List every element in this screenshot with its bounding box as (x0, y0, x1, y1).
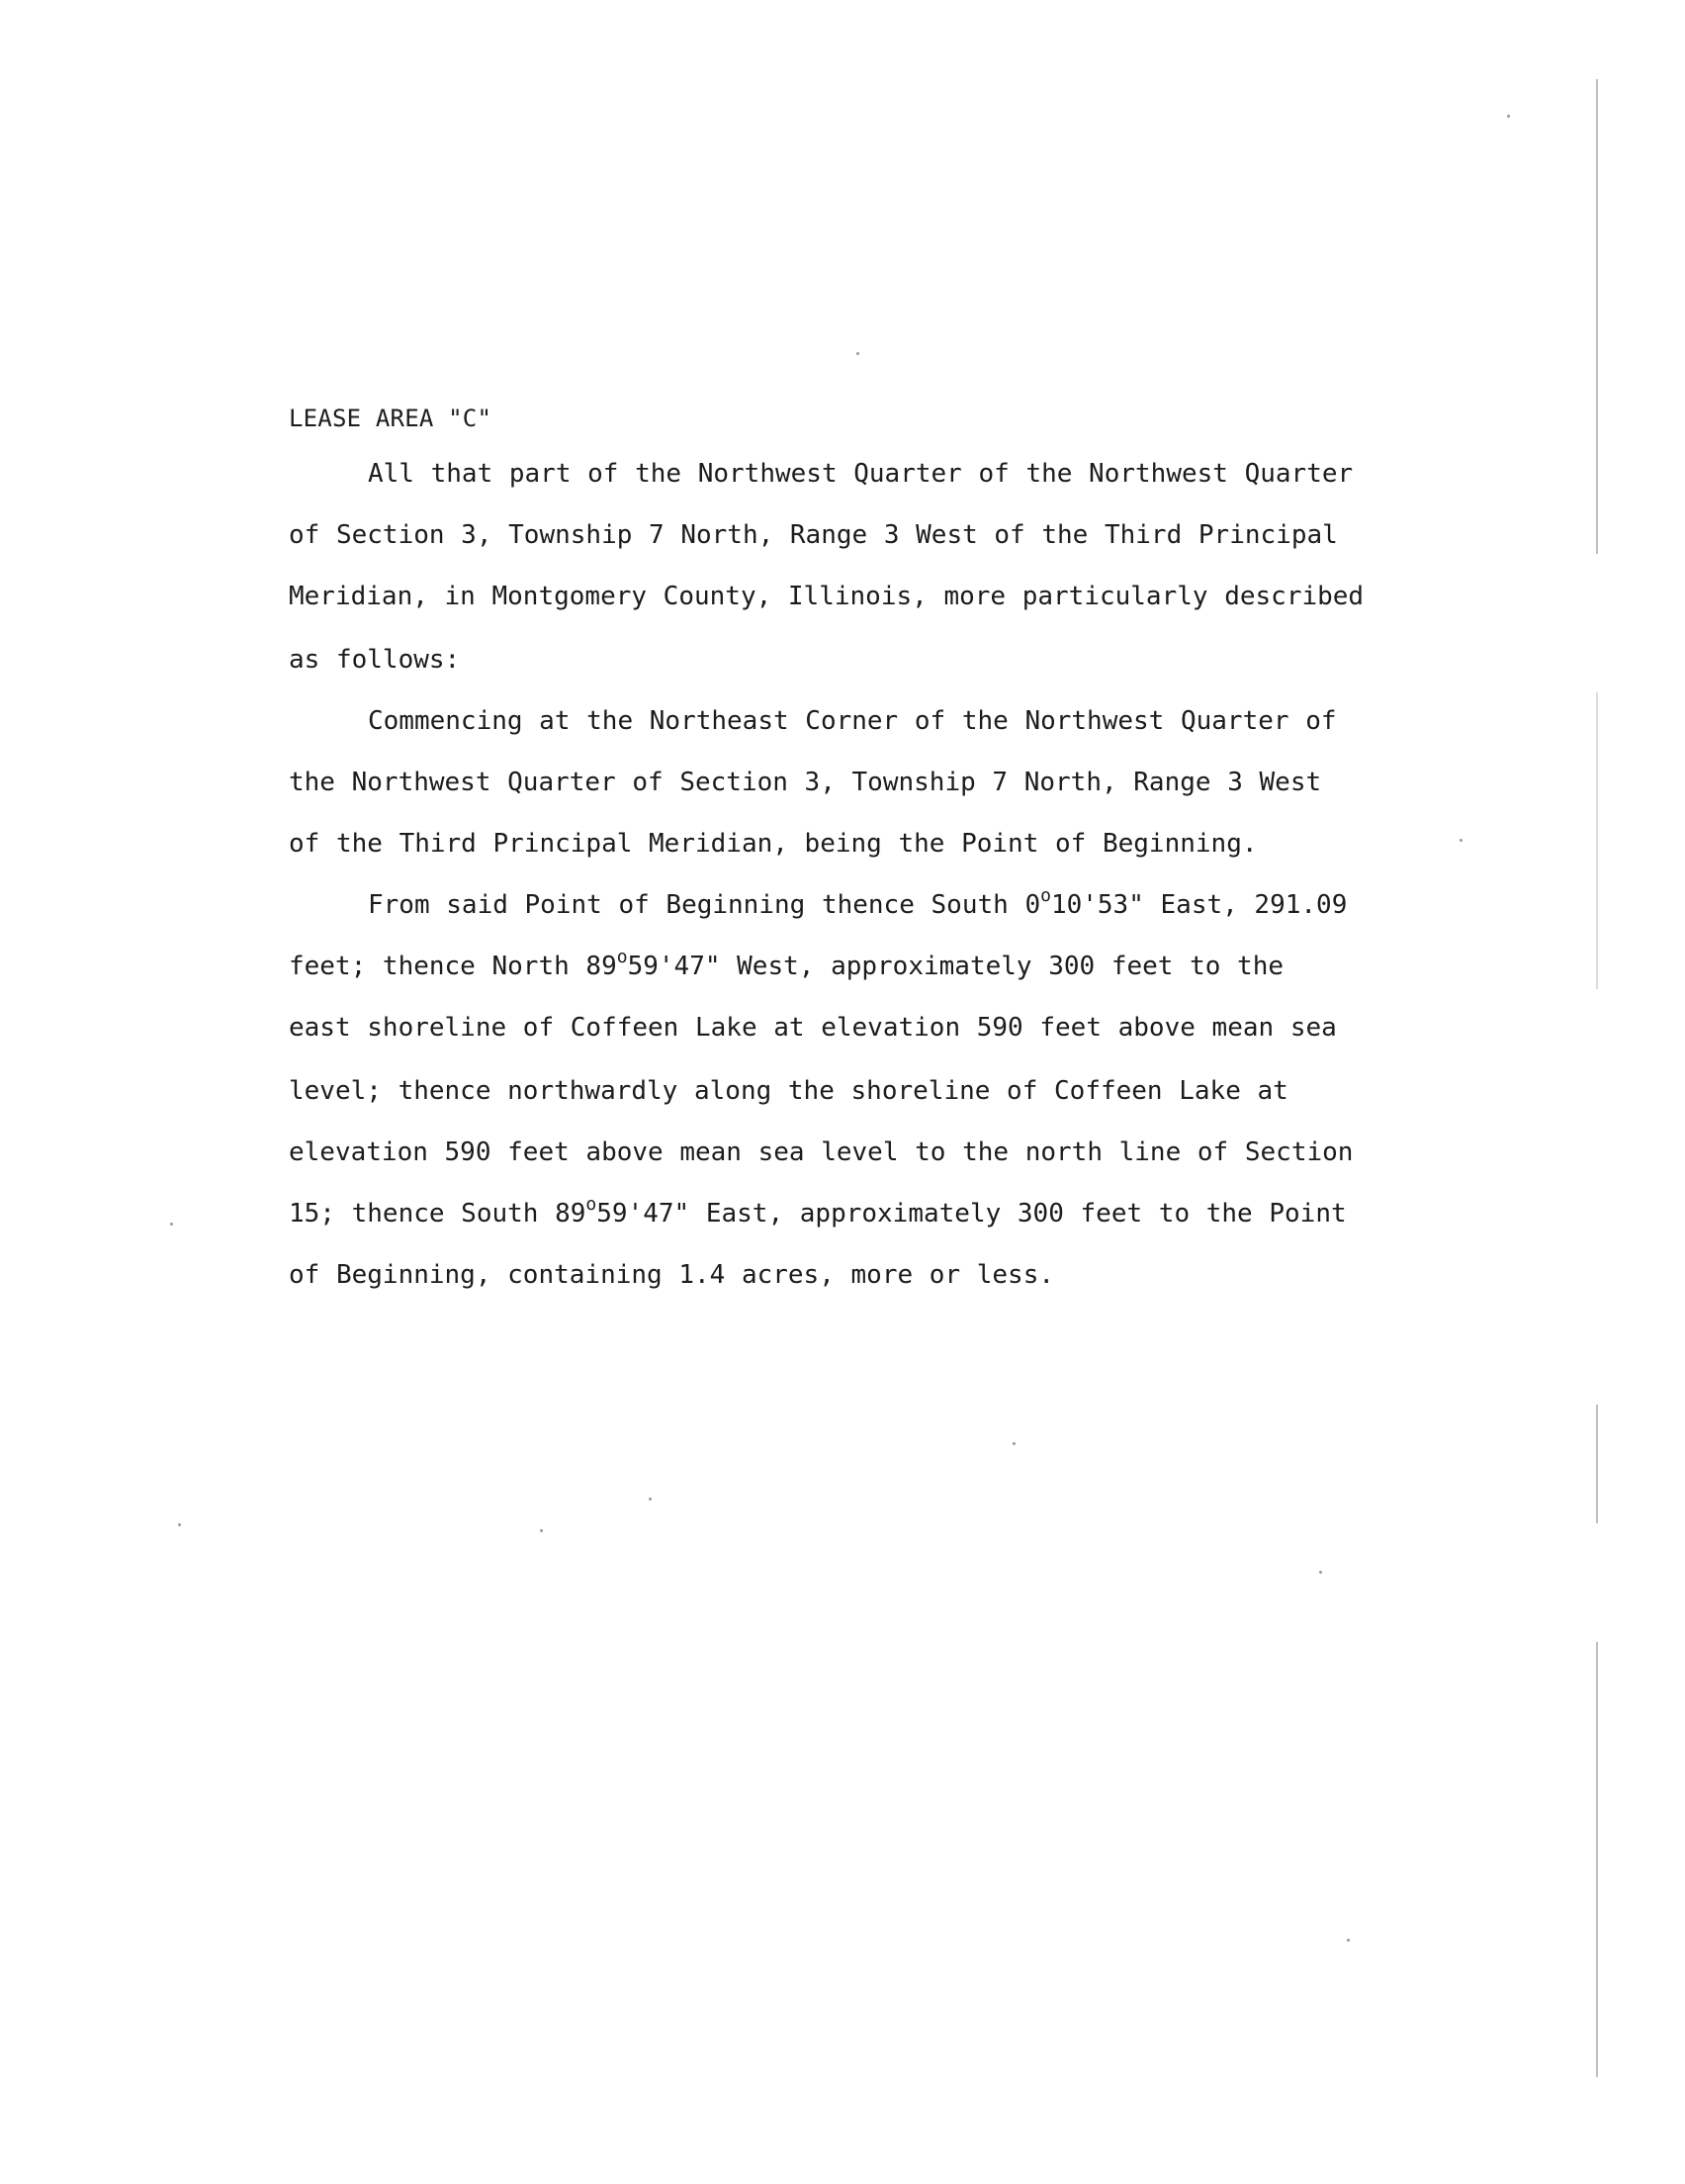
paragraph-3-line-2-before: feet; thence North 89 (289, 952, 617, 981)
degree-mark: o (616, 947, 628, 968)
scan-speck (1319, 1571, 1322, 1574)
scan-edge-shadow (1596, 79, 1598, 554)
paragraph-1-line-1: All that part of the Northwest Quarter of the Northwest Quarter (368, 459, 1354, 489)
lease-area-title: LEASE AREA "C" (289, 405, 492, 432)
paragraph-3-line-7: of Beginning, containing 1.4 acres, more or less. (289, 1260, 1055, 1290)
paragraph-3-line-1-before: From said Point of Beginning thence South 0 (368, 890, 1041, 920)
scan-speck (170, 1223, 173, 1226)
paragraph-3-line-4: level; thence northwardly along the shoreline of Coffeen Lake at (289, 1076, 1288, 1106)
degree-mark: o (585, 1194, 597, 1216)
scan-speck (178, 1523, 181, 1526)
scan-speck (1460, 839, 1463, 842)
paragraph-3-line-3: east shoreline of Coffeen Lake at elevation 590 feet above mean sea (289, 1013, 1337, 1043)
paragraph-1-line-3: Meridian, in Montgomery County, Illinois, more particularly described (289, 582, 1365, 611)
paragraph-3-line-6 (289, 1194, 1347, 1230)
scan-speck (540, 1529, 543, 1532)
paragraph-2-line-2: the Northwest Quarter of Section 3, Township 7 North, Range 3 West (289, 768, 1322, 797)
paragraph-3-line-1-after: 10'53" East, 291.09 (1050, 890, 1348, 920)
paragraph-3-line-6-after: 59'47" East, approximately 300 feet to the Point (596, 1199, 1347, 1228)
scan-speck (1347, 1939, 1350, 1942)
paragraph-3-line-1 (368, 885, 1348, 922)
scan-speck (649, 1498, 652, 1501)
paragraph-3-line-6-before: 15; thence South 89 (289, 1199, 586, 1228)
paragraph-3-line-2-after: 59'47" West, approximately 300 feet to the (627, 952, 1285, 981)
paragraph-2-line-1: Commencing at the Northeast Corner of the Northwest Quarter of (368, 706, 1337, 736)
scan-speck (856, 352, 859, 355)
paragraph-3-line-2 (289, 947, 1285, 983)
paragraph-1-line-4: as follows: (289, 645, 461, 675)
scan-edge-shadow (1596, 692, 1598, 989)
scan-edge-shadow (1596, 1405, 1598, 1523)
scan-edge-shadow (1596, 1642, 1598, 2077)
scan-speck (1507, 115, 1510, 118)
paragraph-1-line-2: of Section 3, Township 7 North, Range 3 West of the Third Principal (289, 520, 1338, 550)
paragraph-3-line-5: elevation 590 feet above mean sea level to the north line of Section (289, 1138, 1354, 1167)
degree-mark: o (1040, 885, 1051, 907)
scan-speck (1013, 1442, 1016, 1445)
paragraph-2-line-3: of the Third Principal Meridian, being the Point of Beginning. (289, 829, 1258, 859)
